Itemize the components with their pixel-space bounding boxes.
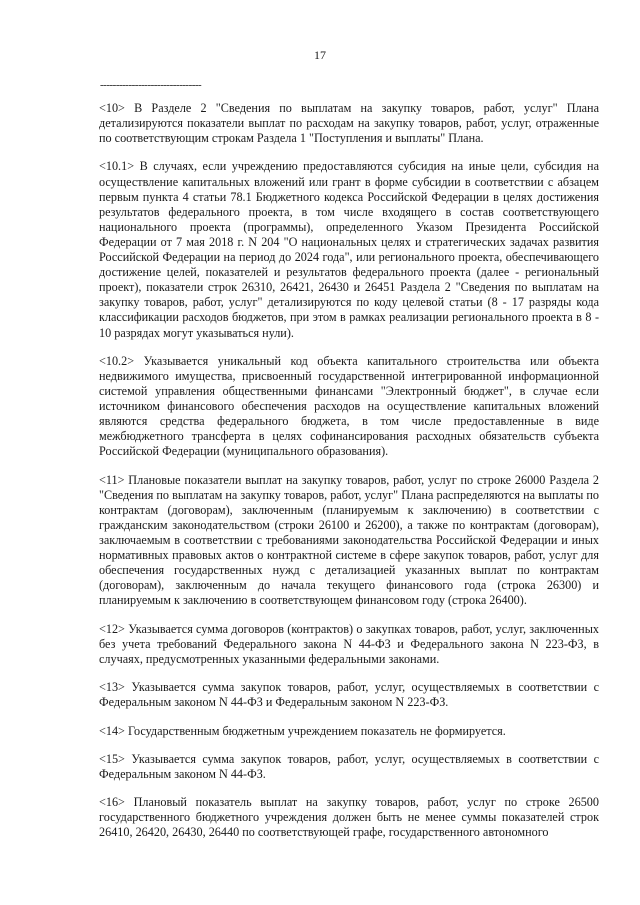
footnote-10-1: <10.1> В случаях, если учреждению предоставляются субсидия на иные цели, субсидия на осуществление капитальных вложений или грант в форме субсидии в соответствии с абзацем первым пункта 4 статьи 78.1 Бюджетного кодекса Российской Федерации в целях достижения результатов федерального проекта, в том числе входящего в состав соответствующего национального проекта (программы), определенного Указом Президента Российской Федерации от 7 мая 2018 г. N 204 "О национальных целях и стратегических задачах развития Российской Федерации на период до 2024 года", или регионального проекта, обеспечивающего достижение целей, показателей и результатов федерального проекта (далее - региональный проект), показатели строк 26310, 26421, 26430 и 26451 Раздела 2 "Сведения по выплатам на закупку товаров, работ, услуг" детализируются по коду целевой статьи (8 - 17 разряды кода классификации расходов бюджетов, при этом в рамках реализации регионального проекта в 8 - 10 разрядах могут указываться нули). <box>99 159 599 340</box>
footnote-16: <16> Плановый показатель выплат на закупку товаров, работ, услуг по строке 26500 государственного бюджетного учреждения должен быть не менее суммы показателей строк 26410, 26420, 26430, 26440 по соответствующей графе, государственного автономного <box>99 795 599 840</box>
footnote-10: <10> В Разделе 2 "Сведения по выплатам на закупку товаров, работ, услуг" Плана детализируются показатели выплат по расходам на закупку товаров, работ, услуг, отраженные по соответствующим строкам Раздела 1 "Поступления и выплаты" Плана. <box>99 101 599 146</box>
footnote-11: <11> Плановые показатели выплат на закупку товаров, работ, услуг по строке 26000 Раздела 2 "Сведения по выплатам на закупку товаров, работ, услуг" Плана распределяются на выплаты по контрактам (договорам), заключенным (планируемым к заключению) в соответствии с гражданским законодательством (строки 26100 и 26200), а также по контрактам (договорам), заключаемым в соответствии с требованиями законодательства Российской Федерации и иных нормативных правовых актов о контрактной системе в сфере закупок товаров, работ, услуг для обеспечения государственных нужд с детализацией указанных выплат по контрактам (договорам), заключенным до начала текущего финансового года (строка 26300) и планируемым к заключению в соответствующем финансовом году (строка 26400). <box>99 472 599 608</box>
page-number: 17 <box>314 48 326 62</box>
footnote-13: <13> Указывается сумма закупок товаров, работ, услуг, осуществляемых в соответствии с Федеральным законом N 44-ФЗ и Федеральным законом N 223-ФЗ. <box>99 680 599 710</box>
footnote-separator: -------------------------------- <box>100 79 202 91</box>
footnote-15: <15> Указывается сумма закупок товаров, работ, услуг, осуществляемых в соответствии с Федеральным законом N 44-ФЗ. <box>99 751 599 781</box>
footnote-12: <12> Указывается сумма договоров (контрактов) о закупках товаров, работ, услуг, заключенных без учета требований Федерального закона N 44-ФЗ и Федерального закона N 223-ФЗ, в случаях, предусмотренных указанными федеральными законами. <box>99 621 599 666</box>
footnotes-body <box>99 101 599 854</box>
footnote-10-2: <10.2> Указывается уникальный код объекта капитального строительства или объекта недвижимого имущества, присвоенный государственной интегрированной информационной системой управления общественными финансами "Электронный бюджет", в случае если источником финансового обеспечения расходов на осуществление капитальных вложений являются средства федерального бюджета, в том числе предоставленные в виде межбюджетного трансферта в целях софинансирования расходных обязательств субъекта Российской Федерации (муниципального образования). <box>99 353 599 459</box>
footnote-14: <14> Государственным бюджетным учреждением показатель не формируется. <box>99 723 506 738</box>
